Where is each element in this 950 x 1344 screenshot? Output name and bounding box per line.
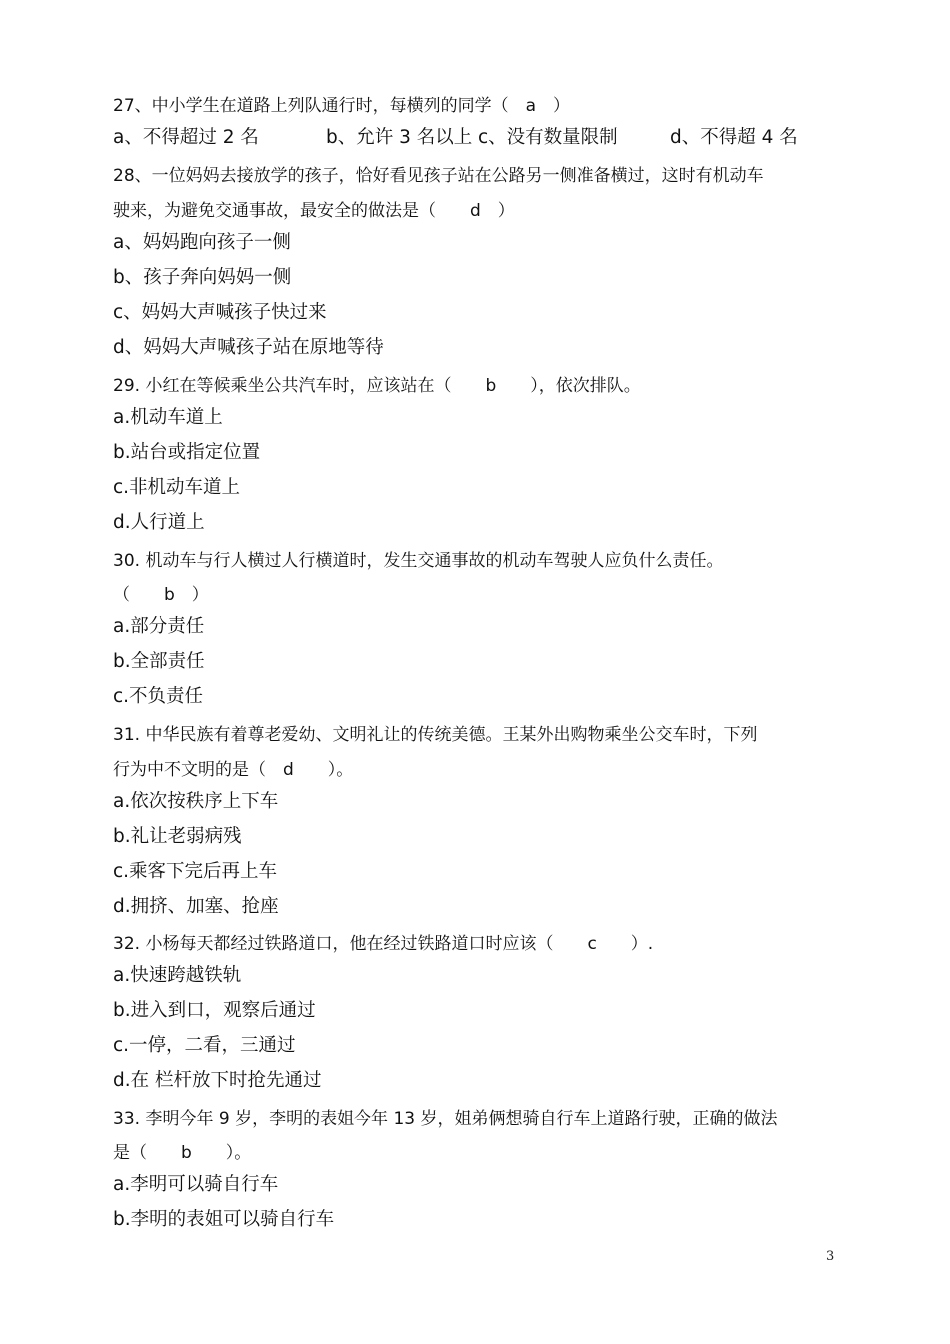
question-33-stem-line-2: 是（ b ）。	[113, 1143, 252, 1163]
question-28-option-b: b、孩子奔向妈妈一侧	[113, 267, 292, 288]
question-33-stem-line-1: 33. 李明今年 9 岁，李明的表姐今年 13 岁，姐弟俩想骑自行车上道路行驶，正确的做法	[113, 1109, 778, 1129]
question-29-option-a: a.机动车道上	[113, 407, 223, 428]
question-27-option-c: c、没有数量限制	[478, 127, 618, 148]
question-27-option-b: b、允许 3 名以上	[326, 127, 473, 148]
question-27-option-a: a、不得超过 2 名	[113, 127, 259, 148]
question-29-stem: 29. 小红在等候乘坐公共汽车时，应该站在（ b ），依次排队。	[113, 376, 641, 396]
question-33-option-a: a.李明可以骑自行车	[113, 1174, 279, 1195]
question-30-stem-line-1: 30. 机动车与行人横过人行横道时，发生交通事故的机动车驾驶人应负什么责任。	[113, 551, 724, 571]
question-31-option-a: a.依次按秩序上下车	[113, 791, 279, 812]
question-29-option-b: b.站台或指定位置	[113, 442, 261, 463]
question-32-option-d: d.在 栏杆放下时抢先通过	[113, 1070, 322, 1091]
question-28-option-a: a、妈妈跑向孩子一侧	[113, 232, 291, 253]
question-27-stem: 27、中小学生在道路上列队通行时，每横列的同学（ a ）	[113, 96, 571, 116]
question-30-stem-line-2: （ b ）	[113, 585, 209, 605]
question-32-stem: 32. 小杨每天都经过铁路道口，他在经过铁路道口时应该（ c ）.	[113, 934, 654, 954]
question-28-option-c: c、妈妈大声喊孩子快过来	[113, 302, 327, 323]
question-32-option-b: b.进入到口，观察后通过	[113, 1000, 316, 1021]
question-29-option-c: c.非机动车道上	[113, 477, 241, 498]
question-31-stem-line-1: 31. 中华民族有着尊老爱幼、文明礼让的传统美德。王某外出购物乘坐公交车时，下列	[113, 725, 758, 745]
page-number: 3	[826, 1249, 835, 1264]
question-30-option-b: b.全部责任	[113, 651, 205, 672]
question-29-option-d: d.人行道上	[113, 512, 205, 533]
question-32-option-c: c.一停，二看，三通过	[113, 1035, 296, 1056]
question-31-stem-line-2: 行为中不文明的是（ d ）。	[113, 760, 354, 780]
question-31-option-b: b.礼让老弱病残	[113, 826, 242, 847]
question-28-option-d: d、妈妈大声喊孩子站在原地等待	[113, 337, 384, 358]
question-31-option-d: d.拥挤、加塞、抢座	[113, 896, 279, 917]
question-32-option-a: a.快速跨越铁轨	[113, 965, 242, 986]
question-33-option-b: b.李明的表姐可以骑自行车	[113, 1209, 335, 1230]
question-27-option-d: d、不得超 4 名	[670, 127, 798, 148]
question-28-stem-line-2: 驶来，为避免交通事故，最安全的做法是（ d ）	[113, 201, 515, 221]
question-31-option-c: c.乘客下完后再上车	[113, 861, 278, 882]
question-30-option-a: a.部分责任	[113, 616, 205, 637]
question-30-option-c: c.不负责任	[113, 686, 204, 707]
question-28-stem-line-1: 28、一位妈妈去接放学的孩子，恰好看见孩子站在公路另一侧准备横过，这时有机动车	[113, 166, 764, 186]
